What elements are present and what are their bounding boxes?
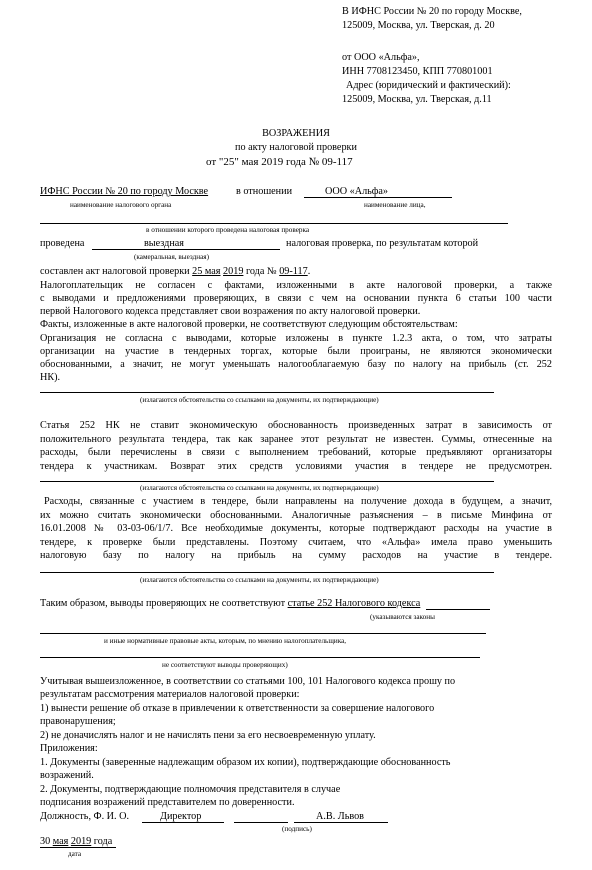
- date-day: 25: [223, 156, 235, 168]
- inspection-type-hint: (камеральная, выездная): [134, 253, 209, 261]
- signer-name: А.В. Львов: [316, 811, 364, 822]
- circumstances-hint: (излагаются обстоятельства со ссылками на документы, их подтверждающие): [140, 484, 379, 492]
- inspection-after: налоговая проверка, по результатам которой: [286, 238, 479, 249]
- company-hint: наименование лица,: [364, 201, 426, 209]
- laws-hint: (указываются законы: [370, 613, 435, 621]
- company-name: ООО «Альфа»: [325, 186, 389, 197]
- tax-authority: ИФНС России № 20 по городу Москве: [40, 186, 209, 197]
- request-line: 2. Документы, подтверждающие полномочия представителя в случае: [40, 784, 341, 795]
- request-line: 1) вынести решение об отказе в привлечении к ответственности за совершение налогового: [40, 703, 435, 714]
- act-prefix: составлен акт налоговой проверки: [40, 266, 190, 277]
- circumstances-hint: (излагаются обстоятельства со ссылками на документы, их подтверждающие): [140, 576, 379, 584]
- intro-line: Организация не согласна с выводами, которые изложены в пункте 1.2.3 акта, о том, что затраты: [40, 333, 552, 344]
- request-line: результатам рассмотрения материалов налоговой проверки:: [40, 689, 300, 700]
- inspection-type: выездная: [144, 238, 184, 249]
- addressee-to: В ИФНС России № 20 по городу Москве,: [342, 6, 522, 17]
- circumstances-hint: (излагаются обстоятельства со ссылками на документы, их подтверждающие): [140, 396, 379, 404]
- blank-line: [40, 657, 480, 658]
- act-line: [40, 266, 310, 278]
- document-title: ВОЗРАЖЕНИЯ: [262, 128, 330, 139]
- request-line: Учитывая вышеизложенное, в соответствии со статьями 100, 101 Налогового кодекса прошу по: [40, 676, 456, 687]
- act-year: 2019: [223, 266, 244, 277]
- act-date-line: [206, 156, 353, 168]
- act-end: .: [307, 266, 311, 277]
- argument-line: налоговую базу по налогу на прибыль на сумму расходов на участие в тендере.: [40, 550, 552, 561]
- document-subtitle: по акту налоговой проверки: [235, 142, 357, 153]
- sender-address-label: Адрес (юридический и фактический):: [346, 80, 511, 91]
- date-month: мая: [52, 836, 69, 847]
- mismatch-hint: не соответствуют выводы проверяющих): [162, 661, 288, 669]
- intro-line: организации на участие в тендерных торгах, которые были проиграны, не являются экономически: [40, 346, 552, 357]
- act-date: 25 мая: [192, 266, 221, 277]
- argument-line: их можно считать экономически обоснованными. Аналогичные разъяснения – в письме Минфина от: [40, 510, 552, 521]
- request-line: Приложения:: [40, 743, 98, 754]
- acts-hint: и иные нормативные правовые акты, которым, по мнению налогоплательщика,: [104, 637, 347, 645]
- intro-line: с выводами и предложениями проверяющих, в связи с чем на основании пункта 6 статьи 100 части: [40, 293, 552, 304]
- conducted-label: проведена: [40, 238, 85, 249]
- argument-line: расходы, были перечислены в связи с выполнением требований, которые предъявляют организаторы: [40, 447, 552, 458]
- intro-line: обоснованными, а значит, не могут уменьшать налогооблагаемую базу по налогу на прибыль (ст. 252: [40, 359, 552, 370]
- sign-hint: (подпись): [282, 825, 312, 833]
- argument-line: положительного результата тендера, так как заранее этот результат не известен. Суммы, отнесенные на: [40, 434, 552, 445]
- addressee-address: 125009, Москва, ул. Тверская, д. 20: [342, 20, 495, 31]
- in-relation-label: в отношении: [236, 186, 293, 197]
- request-line: подписания возражений представителем по доверенности.: [40, 797, 295, 808]
- argument-line: тендере, к проверке были представлены. Поэтому считаем, что «Альфа» имела право уменьшить: [40, 537, 552, 548]
- signature-label: Должность, Ф. И. О.: [40, 811, 130, 822]
- intro-line: Налогоплательщик не согласен с фактами, изложенными в акте налоговой проверки, а также: [40, 280, 552, 291]
- date-prefix: от ": [206, 156, 224, 168]
- date-rest: " мая 2019 года № 09-117: [234, 156, 353, 168]
- date-year: 2019: [70, 836, 92, 847]
- argument-line: Статья 252 НК не ставит экономическую обоснованность произведенных затрат в зависимость от: [40, 420, 552, 431]
- conclusion-text: Таким образом, выводы проверяющих не соответствуют: [40, 598, 286, 609]
- reference-underline: [426, 609, 490, 610]
- blank-line: [40, 633, 486, 634]
- sender-address: 125009, Москва, ул. Тверская, д.11: [342, 94, 492, 105]
- intro-line: Факты, изложенные в акте налоговой проверки, не соответствуют следующим обстоятельствам:: [40, 319, 458, 330]
- request-line: возражений.: [40, 770, 94, 781]
- conclusion-reference: статье 252 Налогового кодекса: [287, 598, 421, 609]
- conclusion-line: [40, 598, 420, 610]
- company-underline: [304, 197, 452, 198]
- sender-name: от ООО «Альфа»,: [342, 52, 420, 63]
- blank-line: [40, 481, 494, 482]
- argument-line: 16.01.2008 № 03-03-06/1/7. Все необходимые документы, которые подтверждают расходы на участие в: [40, 523, 552, 534]
- sender-inn-kpp: ИНН 7708123450, КПП 770801001: [342, 66, 493, 77]
- act-mid: года №: [245, 266, 277, 277]
- date-underline: [40, 847, 116, 848]
- subject-hint: в отношении которого проведена налоговая проверка: [146, 226, 310, 234]
- argument-line: Расходы, связанные с участием в тендере, были направлены на получение дохода в будущем, а значит,: [44, 496, 552, 507]
- request-line: правонарушения;: [40, 716, 116, 727]
- date-suffix: года: [93, 836, 113, 847]
- intro-line: НК).: [40, 372, 61, 383]
- act-number: 09-117: [279, 266, 308, 277]
- blank-line: [40, 392, 494, 393]
- date-hint: дата: [68, 850, 82, 858]
- authority-hint: наименование налогового органа: [70, 201, 172, 209]
- request-line: 2) не доначислять налог и не начислять пени за его несвоевременную уплату.: [40, 730, 376, 741]
- blank-line: [40, 572, 494, 573]
- intro-line: первой Налогового кодекса представляет свои возражения по акту налоговой проверки.: [40, 306, 421, 317]
- blank-line: [40, 223, 508, 224]
- argument-line: тендера к участникам. Возврат этих средств условиями участия в тендере не предусмотрен.: [40, 461, 552, 472]
- request-line: 1. Документы (заверенные надлежащим образом их копии), подтверждающие обоснованность: [40, 757, 451, 768]
- date-day: 30: [40, 836, 51, 847]
- signer-position: Директор: [160, 811, 202, 822]
- inspection-type-underline: [92, 249, 280, 250]
- sign-underline: [234, 822, 288, 823]
